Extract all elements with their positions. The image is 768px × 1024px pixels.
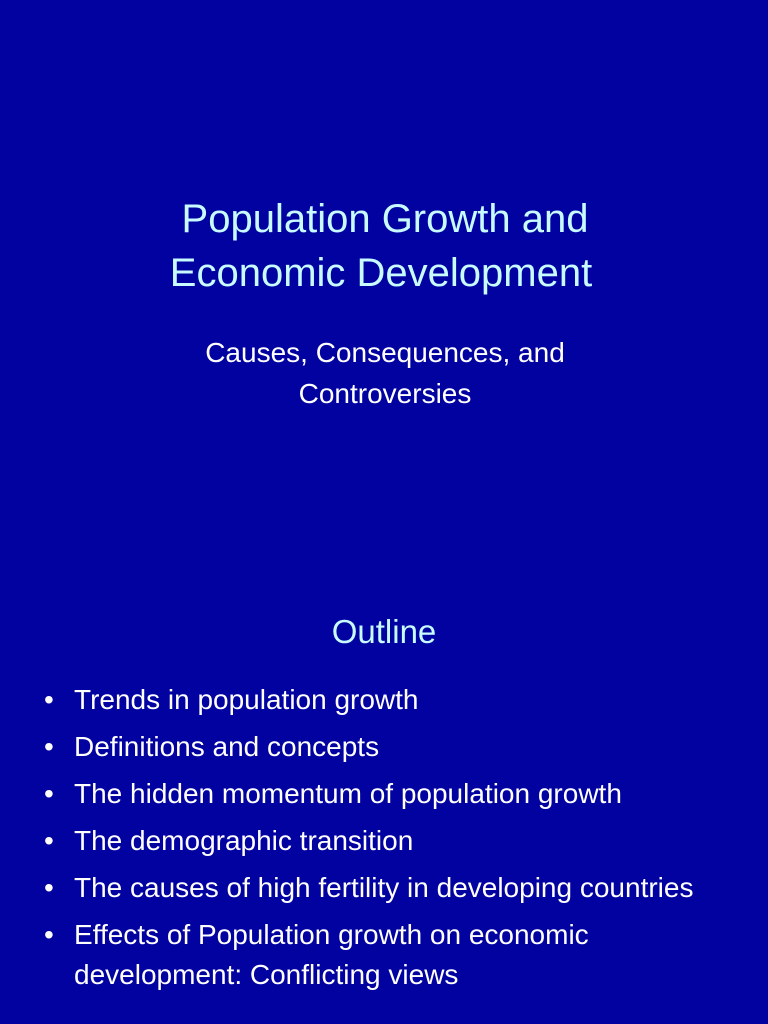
bullet-icon: • — [44, 684, 54, 715]
list-item-text: The demographic transition — [74, 825, 414, 856]
bullet-icon: • — [44, 919, 54, 950]
list-item-text: The hidden momentum of population growth — [74, 778, 622, 809]
list-item-text: Definitions and concepts — [74, 731, 380, 762]
list-item — [0, 680, 768, 720]
list-item-text: The causes of high fertility in developing countries — [74, 872, 694, 903]
list-item — [0, 774, 768, 814]
slide-subtitle-line-1: Causes, Consequences, and — [205, 337, 565, 368]
bullet-icon: • — [44, 731, 54, 762]
list-item-text: Effects of Population growth on economic development: Conflicting views — [74, 919, 589, 990]
outline-bullet-list — [0, 680, 768, 1002]
list-item-text: Trends in population growth — [74, 684, 419, 715]
list-item — [0, 868, 768, 908]
slide-title — [0, 192, 768, 300]
list-item — [0, 915, 768, 995]
slide-subtitle-line-2: Controversies — [298, 378, 472, 409]
list-item — [0, 821, 768, 861]
bullet-icon: • — [44, 825, 54, 856]
slide-title-line-2: Economic Development — [169, 251, 593, 295]
outline-heading: Outline — [331, 613, 437, 650]
slide-subtitle — [0, 332, 768, 414]
list-item — [0, 727, 768, 767]
bullet-icon: • — [44, 778, 54, 809]
bullet-icon: • — [44, 872, 54, 903]
slide-title-line-1: Population Growth and — [181, 197, 589, 241]
